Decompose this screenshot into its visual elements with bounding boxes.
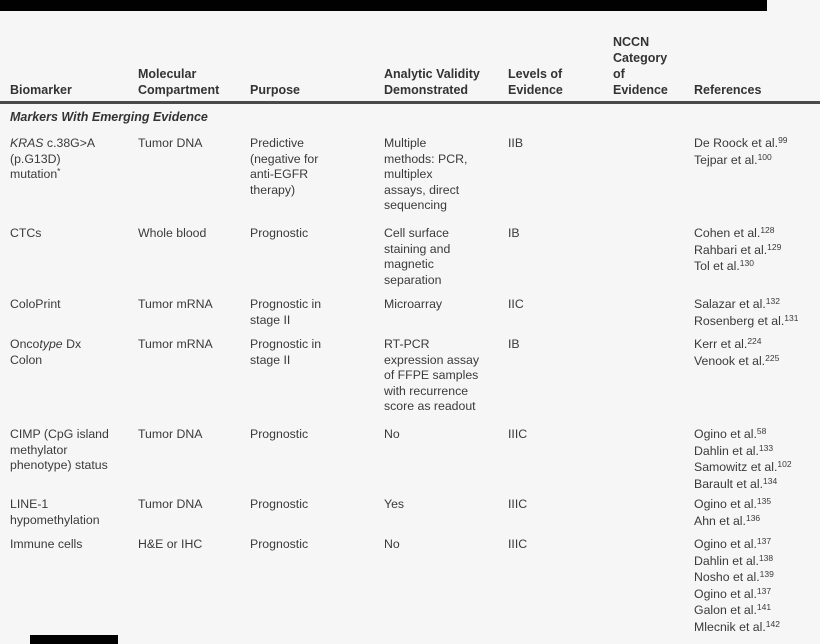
cell-biomarker: LINE-1 hypomethylation: [10, 497, 100, 527]
cell-validity: Cell surface staining and magnetic separation: [384, 226, 451, 287]
cell-biomarker: KRAS c.38G>A (p.G13D) mutation*: [10, 136, 96, 181]
cell-evidence-level: IIIC: [508, 537, 528, 551]
cell-purpose: Prognostic: [250, 537, 309, 551]
table-row: [0, 427, 820, 493]
cell-purpose: Prognostic in stage II: [250, 337, 322, 367]
col-header-evidence-level: Levels of Evidence: [508, 67, 563, 97]
cell-compartment: Tumor mRNA: [138, 337, 213, 351]
cell-nccn-category: [613, 497, 694, 530]
cell-biomarker: CIMP (CpG island methylator phenotype) status: [10, 427, 109, 472]
table-row: [0, 337, 820, 415]
cell-validity: RT-PCR expression assay of FFPE samples with recurrence score as readout: [384, 337, 480, 413]
cell-compartment: Tumor DNA: [138, 497, 203, 511]
scan-artifact-bar-bottom: [30, 635, 118, 644]
cell-validity: No: [384, 537, 400, 551]
cell-evidence-level: IIC: [508, 297, 524, 311]
table-row: [0, 497, 820, 530]
col-header-validity: Analytic Validity Demonstrated: [384, 67, 480, 97]
table-section-title: Markers With Emerging Evidence: [10, 110, 208, 124]
cell-validity: Microarray: [384, 297, 443, 311]
cell-references: Ogino et al.$^{137}$ Dahlin et al.$^{138}$ Nosho et al.$^{139}$ Ogino et al.$^{137}$ Galon et al.$^{141}$ Mlecnik et al.$^{142}$: [694, 536, 780, 634]
cell-purpose: Predictive (negative for anti-EGFR therapy): [250, 136, 319, 197]
cell-biomarker: Immune cells: [10, 537, 83, 551]
table-row: [0, 297, 820, 330]
cell-references: Ogino et al.$^{58}$ Dahlin et al.$^{133}$ Samowitz et al.$^{102}$ Barault et al.$^{134}$: [694, 426, 792, 491]
cell-nccn-category: [613, 226, 694, 288]
cell-validity: Yes: [384, 497, 405, 511]
cell-biomarker: CTCs: [10, 226, 42, 240]
cell-validity: Multiple methods: PCR, multiplex assays, direct sequencing: [384, 136, 468, 212]
cell-nccn-category: [613, 297, 694, 330]
cell-references: Kerr et al.$^{224}$ Venook et al.$^{225}$: [694, 336, 780, 368]
cell-compartment: Tumor mRNA: [138, 297, 213, 311]
cell-nccn-category: [613, 537, 694, 636]
cell-references: Cohen et al.$^{128}$ Rahbari et al.$^{129}$ Tol et al.$^{130}$: [694, 225, 782, 273]
col-header-references: References: [694, 83, 762, 97]
cell-evidence-level: IB: [508, 337, 520, 351]
cell-evidence-level: IB: [508, 226, 520, 240]
cell-purpose: Prognostic: [250, 226, 309, 240]
cell-purpose: Prognostic: [250, 427, 309, 441]
cell-purpose: Prognostic: [250, 497, 309, 511]
cell-references: De Roock et al.$^{99}$ Tejpar et al.$^{100}$: [694, 135, 788, 167]
cell-evidence-level: IIIC: [508, 427, 528, 441]
table-row: [0, 136, 820, 214]
cell-compartment: Tumor DNA: [138, 427, 203, 441]
cell-nccn-category: [613, 427, 694, 493]
cell-compartment: Tumor DNA: [138, 136, 203, 150]
col-header-nccn-category: NCCN Category of Evidence: [613, 35, 668, 97]
cell-references: Ogino et al.$^{135}$ Ahn et al.$^{136}$: [694, 496, 772, 528]
cell-evidence-level: IIB: [508, 136, 524, 150]
cell-purpose: Prognostic in stage II: [250, 297, 322, 327]
table-header-row: [0, 0, 820, 104]
cell-nccn-category: [613, 337, 694, 415]
cell-nccn-category: [613, 136, 694, 214]
cell-evidence-level: IIIC: [508, 497, 528, 511]
col-header-purpose: Purpose: [250, 83, 301, 97]
col-header-biomarker: Biomarker: [10, 83, 72, 97]
table-row: [0, 226, 820, 288]
cell-references: Salazar et al.$^{132}$ Rosenberg et al.$^{131}$: [694, 296, 799, 328]
cell-validity: No: [384, 427, 400, 441]
cell-compartment: Whole blood: [138, 226, 207, 240]
cell-biomarker: ColoPrint: [10, 297, 61, 311]
table-row: [0, 537, 820, 636]
col-header-compartment: Molecular Compartment: [138, 67, 220, 97]
cell-biomarker: Oncotype Dx Colon: [10, 337, 82, 367]
cell-compartment: H&E or IHC: [138, 537, 203, 551]
